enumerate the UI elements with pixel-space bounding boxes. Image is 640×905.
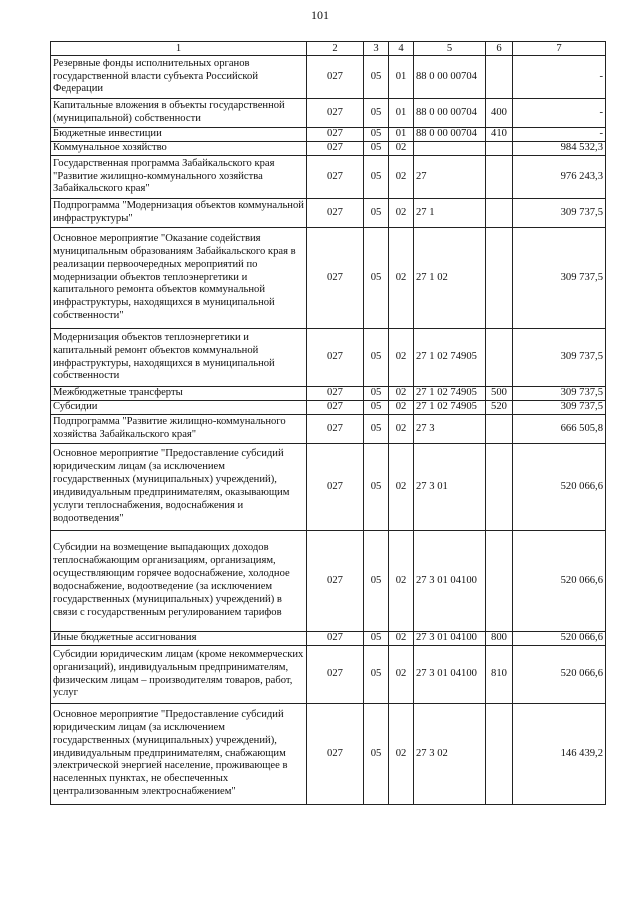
expense-type-cell: 410: [486, 128, 513, 142]
subsection-code-cell: 02: [389, 531, 414, 632]
expense-type-cell: 520: [486, 401, 513, 415]
page-number: 101: [311, 8, 329, 22]
row-name-cell: Резервные фонды исполнительных органов государственной власти субъекта Российской Федерации: [51, 56, 307, 99]
ministry-code-cell: 027: [307, 99, 364, 128]
amount-cell: 666 505,8: [513, 415, 606, 444]
subsection-code-cell: 02: [389, 444, 414, 531]
target-article-cell: 27 1: [414, 199, 486, 228]
row-name-cell: Подпрограмма "Развитие жилищно-коммунального хозяйства Забайкальского края": [51, 415, 307, 444]
amount-cell: 976 243,3: [513, 156, 606, 199]
column-header: 2: [307, 42, 364, 56]
section-code-cell: 05: [364, 415, 389, 444]
row-name-cell: Основное мероприятие "Оказание содействия муниципальным образованиям Забайкальского края в реализации первоочередных мероприятий по модернизации объектов теплоэнергетики и капитального ремонта объектов коммунальной инфраструктуры, находящихся в муниципальной собственности": [51, 228, 307, 329]
subsection-code-cell: 02: [389, 415, 414, 444]
table-row: [51, 329, 606, 387]
target-article-cell: 27 1 02 74905: [414, 329, 486, 387]
amount-cell: 520 066,6: [513, 632, 606, 646]
expense-type-cell: [486, 228, 513, 329]
target-article-cell: 88 0 00 00704: [414, 56, 486, 99]
target-article-cell: 27 3 01 04100: [414, 646, 486, 704]
subsection-code-cell: 02: [389, 387, 414, 401]
section-code-cell: 05: [364, 632, 389, 646]
column-header: 6: [486, 42, 513, 56]
table-row: [51, 156, 606, 199]
amount-cell: 520 066,6: [513, 444, 606, 531]
section-code-cell: 05: [364, 704, 389, 805]
expense-type-cell: 500: [486, 387, 513, 401]
subsection-code-cell: 02: [389, 401, 414, 415]
expense-type-cell: [486, 415, 513, 444]
target-article-cell: 27: [414, 156, 486, 199]
amount-cell: -: [513, 56, 606, 99]
target-article-cell: 88 0 00 00704: [414, 99, 486, 128]
subsection-code-cell: 02: [389, 329, 414, 387]
target-article-cell: 27 3 01: [414, 444, 486, 531]
row-name-cell: Межбюджетные трансферты: [51, 387, 307, 401]
expense-type-cell: [486, 142, 513, 156]
target-article-cell: 27 1 02: [414, 228, 486, 329]
table-row: [51, 56, 606, 99]
column-header: 5: [414, 42, 486, 56]
ministry-code-cell: 027: [307, 632, 364, 646]
amount-cell: 309 737,5: [513, 199, 606, 228]
amount-cell: 146 439,2: [513, 704, 606, 805]
section-code-cell: 05: [364, 99, 389, 128]
section-code-cell: 05: [364, 329, 389, 387]
ministry-code-cell: 027: [307, 704, 364, 805]
ministry-code-cell: 027: [307, 228, 364, 329]
row-name-cell: Государственная программа Забайкальского края "Развитие жилищно-коммунального хозяйства Забайкальского края": [51, 156, 307, 199]
section-code-cell: 05: [364, 142, 389, 156]
expense-type-cell: [486, 531, 513, 632]
expense-type-cell: [486, 329, 513, 387]
amount-cell: 309 737,5: [513, 387, 606, 401]
row-name-cell: Основное мероприятие "Предоставление субсидий юридическим лицам (за исключением государственных (муниципальных) учреждений), индивидуальным предпринимателям, оказывающим услуги теплоснабжения, водоснабжения и водоотведения": [51, 444, 307, 531]
subsection-code-cell: 01: [389, 56, 414, 99]
ministry-code-cell: 027: [307, 531, 364, 632]
amount-cell: -: [513, 99, 606, 128]
table-row: [51, 128, 606, 142]
budget-table: [50, 41, 606, 805]
section-code-cell: 05: [364, 156, 389, 199]
column-header: 7: [513, 42, 606, 56]
target-article-cell: [414, 142, 486, 156]
table-row: [51, 99, 606, 128]
section-code-cell: 05: [364, 646, 389, 704]
subsection-code-cell: 02: [389, 632, 414, 646]
table-row: [51, 632, 606, 646]
expense-type-cell: [486, 199, 513, 228]
table-row: [51, 401, 606, 415]
table-row: [51, 228, 606, 329]
section-code-cell: 05: [364, 56, 389, 99]
ministry-code-cell: 027: [307, 387, 364, 401]
column-header: 3: [364, 42, 389, 56]
section-code-cell: 05: [364, 401, 389, 415]
table-row: [51, 704, 606, 805]
row-name-cell: Субсидии юридическим лицам (кроме некоммерческих организаций), индивидуальным предпринимателям, физическим лицам – производителям товаров, работ, услуг: [51, 646, 307, 704]
table-body: [51, 56, 606, 805]
ministry-code-cell: 027: [307, 444, 364, 531]
section-code-cell: 05: [364, 387, 389, 401]
subsection-code-cell: 02: [389, 704, 414, 805]
amount-cell: 309 737,5: [513, 401, 606, 415]
subsection-code-cell: 02: [389, 228, 414, 329]
section-code-cell: 05: [364, 444, 389, 531]
ministry-code-cell: 027: [307, 56, 364, 99]
ministry-code-cell: 027: [307, 128, 364, 142]
ministry-code-cell: 027: [307, 329, 364, 387]
table-row: [51, 646, 606, 704]
section-code-cell: 05: [364, 531, 389, 632]
row-name-cell: Иные бюджетные ассигнования: [51, 632, 307, 646]
subsection-code-cell: 02: [389, 199, 414, 228]
expense-type-cell: [486, 704, 513, 805]
amount-cell: 984 532,3: [513, 142, 606, 156]
ministry-code-cell: 027: [307, 142, 364, 156]
table-row: [51, 142, 606, 156]
table-row: [51, 415, 606, 444]
section-code-cell: 05: [364, 199, 389, 228]
row-name-cell: Модернизация объектов теплоэнергетики и капитальный ремонт объектов коммунальной инфраструктуры, находящихся в муниципальной собственности: [51, 329, 307, 387]
amount-cell: -: [513, 128, 606, 142]
subsection-code-cell: 02: [389, 646, 414, 704]
row-name-cell: Основное мероприятие "Предоставление субсидий юридическим лицам (за исключением государственных (муниципальных) учреждений), индивидуальным предпринимателям, снабжающим электрической энергией население, проживающее в населенных пунктах, не обеспеченных централизованным электроснабжением": [51, 704, 307, 805]
target-article-cell: 88 0 00 00704: [414, 128, 486, 142]
expense-type-cell: 400: [486, 99, 513, 128]
section-code-cell: 05: [364, 228, 389, 329]
expense-type-cell: [486, 56, 513, 99]
table-row: [51, 444, 606, 531]
column-header: 1: [51, 42, 307, 56]
expense-type-cell: 810: [486, 646, 513, 704]
row-name-cell: Коммунальное хозяйство: [51, 142, 307, 156]
amount-cell: 520 066,6: [513, 646, 606, 704]
row-name-cell: Капитальные вложения в объекты государственной (муниципальной) собственности: [51, 99, 307, 128]
subsection-code-cell: 01: [389, 128, 414, 142]
table-row: [51, 387, 606, 401]
target-article-cell: 27 3: [414, 415, 486, 444]
target-article-cell: 27 3 02: [414, 704, 486, 805]
column-header: 4: [389, 42, 414, 56]
table-row: [51, 531, 606, 632]
ministry-code-cell: 027: [307, 199, 364, 228]
amount-cell: 520 066,6: [513, 531, 606, 632]
table-row: [51, 199, 606, 228]
subsection-code-cell: 02: [389, 156, 414, 199]
subsection-code-cell: 02: [389, 142, 414, 156]
section-code-cell: 05: [364, 128, 389, 142]
ministry-code-cell: 027: [307, 415, 364, 444]
ministry-code-cell: 027: [307, 646, 364, 704]
target-article-cell: 27 3 01 04100: [414, 632, 486, 646]
amount-cell: 309 737,5: [513, 228, 606, 329]
row-name-cell: Субсидии на возмещение выпадающих доходов теплоснабжающим организациям, организациям, осуществляющим горячее водоснабжение, холодное водоснабжение, водоотведение (за исключением государственных (муниципальных) учреждений) в связи с государственным регулированием тарифов: [51, 531, 307, 632]
target-article-cell: 27 1 02 74905: [414, 387, 486, 401]
expense-type-cell: 800: [486, 632, 513, 646]
ministry-code-cell: 027: [307, 156, 364, 199]
expense-type-cell: [486, 444, 513, 531]
row-name-cell: Субсидии: [51, 401, 307, 415]
subsection-code-cell: 01: [389, 99, 414, 128]
target-article-cell: 27 3 01 04100: [414, 531, 486, 632]
column-number-row: [51, 42, 606, 56]
row-name-cell: Подпрограмма "Модернизация объектов коммунальной инфраструктуры": [51, 199, 307, 228]
expense-type-cell: [486, 156, 513, 199]
target-article-cell: 27 1 02 74905: [414, 401, 486, 415]
ministry-code-cell: 027: [307, 401, 364, 415]
row-name-cell: Бюджетные инвестиции: [51, 128, 307, 142]
amount-cell: 309 737,5: [513, 329, 606, 387]
